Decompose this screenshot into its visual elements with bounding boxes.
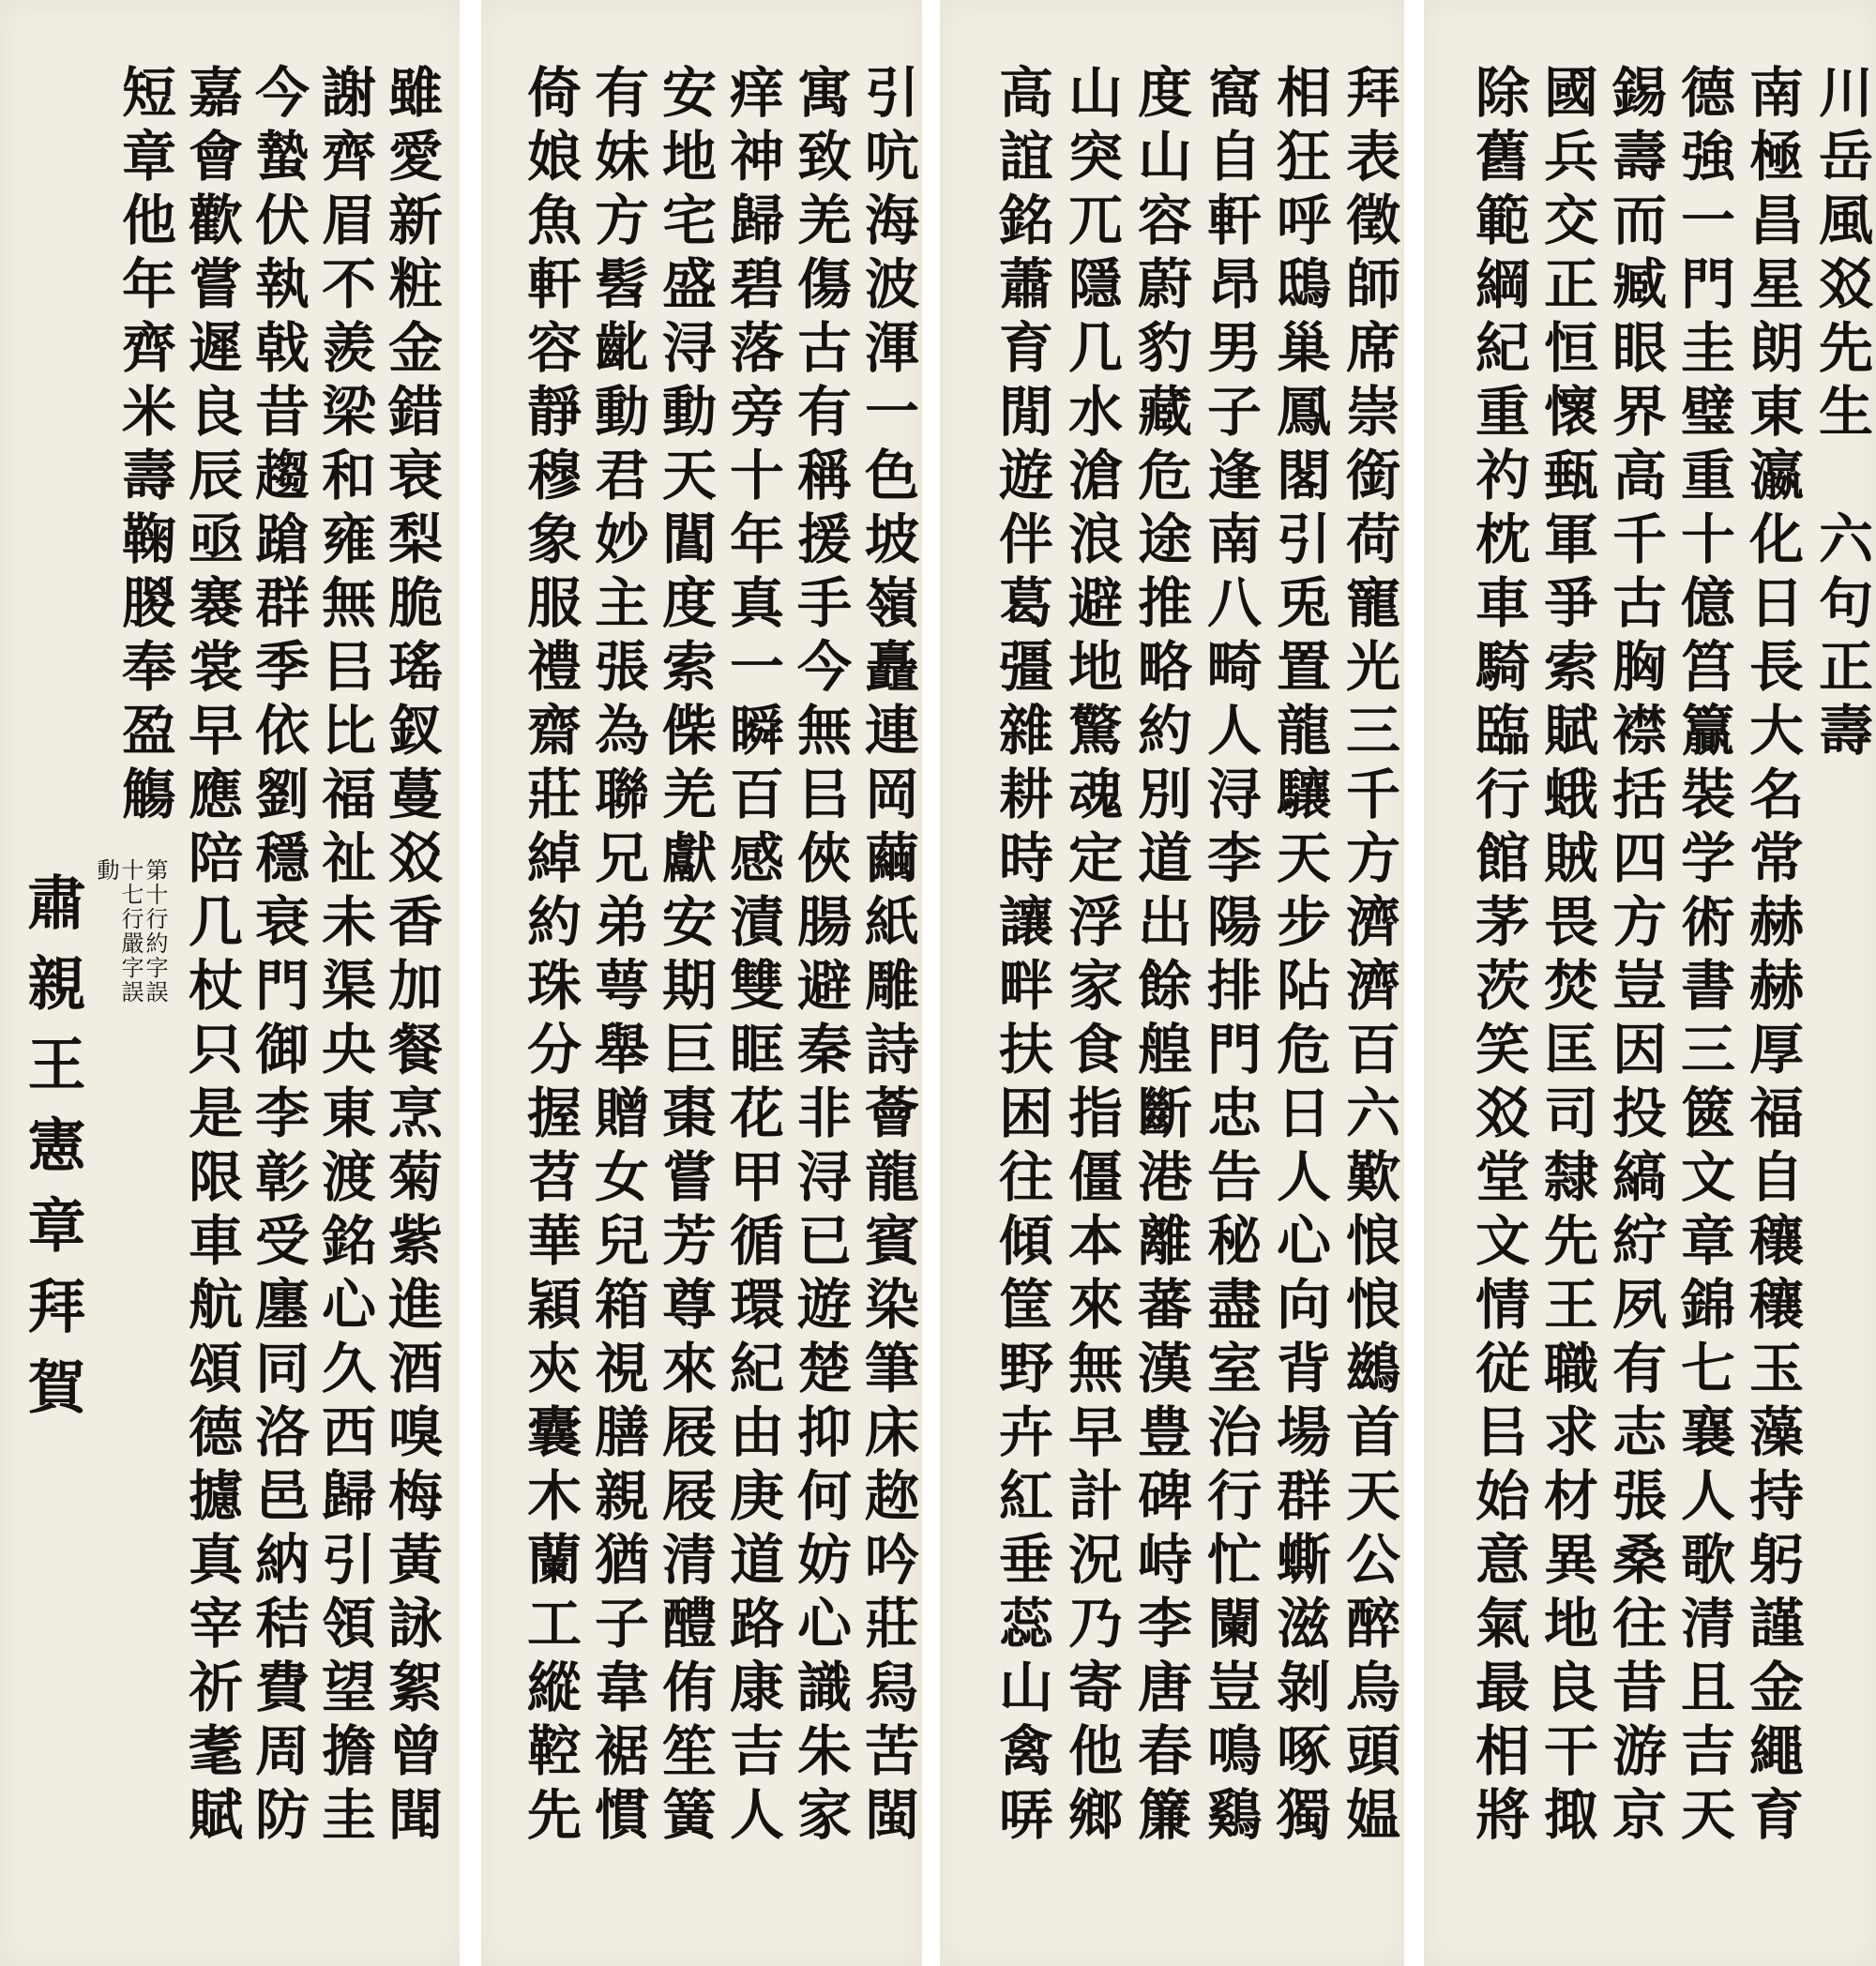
- text-column: 德強一門圭璧重十億筥籯裝学術書三篋文章錦七襄人歌清且吉天: [1672, 64, 1735, 1850]
- text-column: 除舊範綱紀重礿枕車騎臨行館茅茨笑㸚堂文情従㠯始意氣最相將: [1466, 64, 1530, 1850]
- text-column: 國兵交正恒懷甀軍爭索賦蛾賊畏焚匡司隸先王職求材異地良干掫: [1535, 64, 1598, 1850]
- text-column: 川岳風㸚先生 六句正壽: [1809, 64, 1873, 765]
- scroll-panel-3: [481, 0, 922, 1966]
- text-column: 嘉會歡嘗遲良辰亟褰裳早應陪几杖只是限車航頌德攄真宰祈耄賦: [179, 64, 243, 1850]
- text-column: 窩自軒昂男子逢南八畸人浔李陽排門忠告秘盡室治行忙闌豈鳴鷄: [1198, 64, 1262, 1850]
- text-column: 安地宅盛浔動天閶度索偨羌獻安期巨棗嘗芳尊來屐屐清醴侑笙簧: [653, 64, 717, 1850]
- text-column: 山突兀隱几水滄浪避地驚魂定浮家食指僵本來無早計況乃寄他鄉: [1059, 64, 1123, 1850]
- signature: 肅親王憲章拜賀: [18, 872, 86, 1437]
- text-column: 雖愛新粧金錯衰梨脆瑤釵蔓㸚香加餐烹菊紫進酒嗅梅黃詠絮曾聞: [379, 64, 443, 1850]
- scroll-panel-4: [0, 0, 460, 1966]
- text-column: 寓致羌傷古有稱援手今無㠯俠腸避秦非浔已遊楚抑何妨心識朱家: [788, 64, 852, 1850]
- text-column: 短章他年齊米壽鞠朡奉盈觴: [113, 64, 176, 829]
- text-column: 高誼銘蕭育閒遊伴葛彊雜耕時讓畔扶困往傾筐野卉紅垂蕊山禽哢: [990, 64, 1053, 1850]
- text-column: 拜表徵師席崇銜荷寵光三千方濟濟百六歎悢悢鷀首天公醉烏頭媪: [1337, 64, 1400, 1850]
- text-column: 痒神歸碧落旁十年真一瞬百感漬雙眶花甲循環紀由庚道路康吉人: [720, 64, 784, 1850]
- scroll-panel-2: [940, 0, 1404, 1966]
- text-column: 相狂呼鴟巢鳳閣引兎置龍驤天步阽危日人心向背場群蟖滋剝啄獨: [1267, 64, 1331, 1850]
- scroll-panel-1: [1424, 0, 1876, 1966]
- correction-note: 第十行約字誤十七行嚴字誤動: [93, 858, 168, 1005]
- text-column: 有妹方髫齔動君妙主張為聯兄弟萼舉贈女兒箱視膳親猶子韋裾慣: [585, 64, 649, 1850]
- text-column: 引吭海波渾一色坡嶺矗連岡繭紙雕詩薈龍賓染筆床趂吟莊舄苦閩: [855, 64, 919, 1850]
- text-column: 度山容蔚豹藏危途推略約別道出餘艎斷港離蕃漢豊碑峙李唐春簾: [1128, 64, 1192, 1850]
- text-column: 謝齊眉不羨梁和雍無㠯比福祉未渠央東渡銘心久西歸引領望擔圭: [312, 64, 376, 1850]
- text-column: 錫壽而臧眼界高千古胸襟括四方豈因投縞紵夙有志張桑往昔游京: [1603, 64, 1667, 1850]
- text-column: 南極昌星朗東瀛化日長大名常赫赫厚福自穰穰玉藻持躬謹金繩育: [1740, 64, 1804, 1850]
- text-column: 今蟄伏執戟昔趨蹌群季依劉穩衰門御李彰受廛同洛邑納秸費周防: [246, 64, 310, 1850]
- text-column: 倚娘魚軒容靜穆象服禮齋莊綽約珠分握苕華穎㚒囊木蘭工縱鞚先: [518, 64, 582, 1850]
